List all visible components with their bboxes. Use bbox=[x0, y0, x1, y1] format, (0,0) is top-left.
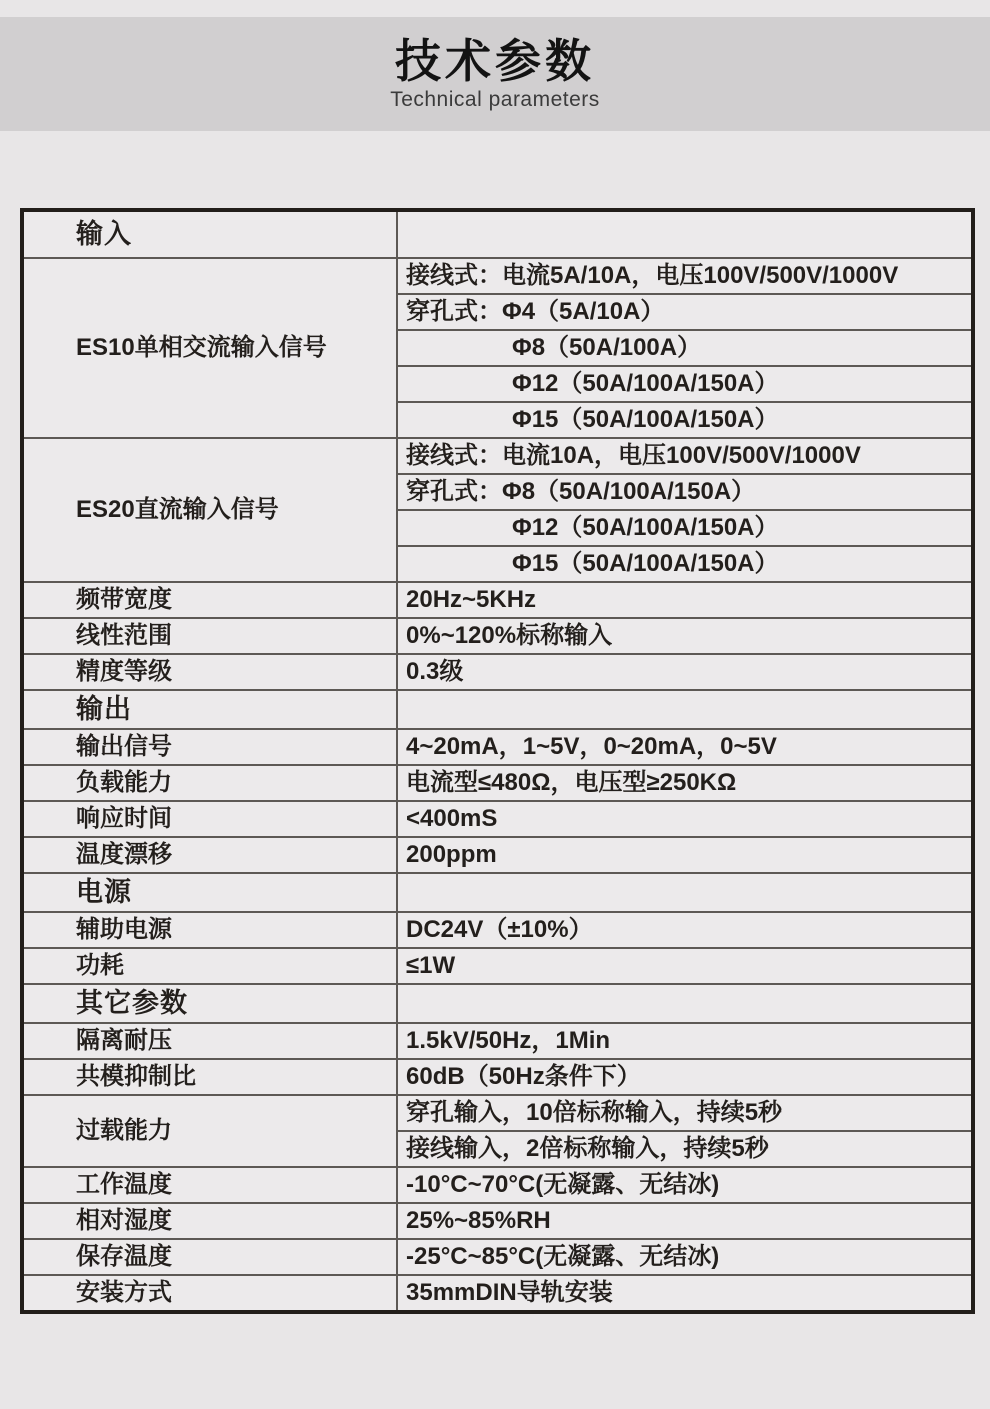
empty-cell bbox=[397, 690, 973, 729]
param-label: 频带宽度 bbox=[22, 582, 397, 618]
param-label: 共模抑制比 bbox=[22, 1059, 397, 1095]
param-label: ES20直流输入信号 bbox=[22, 438, 397, 582]
param-value: 接线式：电流5A/10A，电压100V/500V/1000V bbox=[397, 258, 973, 294]
empty-cell bbox=[397, 210, 973, 258]
table-row bbox=[22, 1059, 973, 1095]
param-label: 温度漂移 bbox=[22, 837, 397, 873]
param-value: 200ppm bbox=[397, 837, 973, 873]
header-banner bbox=[0, 17, 990, 131]
section-header-row-power bbox=[22, 873, 973, 912]
param-value: 35mmDIN导轨安装 bbox=[397, 1275, 973, 1312]
spec-table bbox=[20, 208, 975, 1314]
param-value: 接线式：电流10A，电压100V/500V/1000V bbox=[397, 438, 973, 474]
table-row bbox=[22, 912, 973, 948]
param-value: 穿孔输入，10倍标称输入，持续5秒 bbox=[397, 1095, 973, 1131]
param-label: ES10单相交流输入信号 bbox=[22, 258, 397, 438]
param-value: 0.3级 bbox=[397, 654, 973, 690]
param-value: <400mS bbox=[397, 801, 973, 837]
section-label: 输入 bbox=[22, 210, 397, 258]
param-value: Φ12（50A/100A/150A） bbox=[397, 510, 973, 546]
param-label: 隔离耐压 bbox=[22, 1023, 397, 1059]
section-label: 其它参数 bbox=[22, 984, 397, 1023]
table-row bbox=[22, 618, 973, 654]
param-label: 响应时间 bbox=[22, 801, 397, 837]
section-label: 电源 bbox=[22, 873, 397, 912]
param-value: Φ8（50A/100A） bbox=[397, 330, 973, 366]
section-label: 输出 bbox=[22, 690, 397, 729]
table-row bbox=[22, 837, 973, 873]
page-subtitle: Technical parameters bbox=[390, 87, 600, 111]
param-value: 接线输入，2倍标称输入，持续5秒 bbox=[397, 1131, 973, 1167]
table-row bbox=[22, 1167, 973, 1203]
table-row bbox=[22, 1239, 973, 1275]
param-value: -10°C~70°C(无凝露、无结冰) bbox=[397, 1167, 973, 1203]
table-row bbox=[22, 765, 973, 801]
section-header-row-input bbox=[22, 210, 973, 258]
section-header-row-other bbox=[22, 984, 973, 1023]
param-label: 相对湿度 bbox=[22, 1203, 397, 1239]
param-label: 输出信号 bbox=[22, 729, 397, 765]
param-value: 4~20mA，1~5V，0~20mA，0~5V bbox=[397, 729, 973, 765]
table-row bbox=[22, 258, 973, 294]
param-label: 工作温度 bbox=[22, 1167, 397, 1203]
param-label: 过载能力 bbox=[22, 1095, 397, 1167]
empty-cell bbox=[397, 873, 973, 912]
param-value: 60dB（50Hz条件下） bbox=[397, 1059, 973, 1095]
table-row bbox=[22, 582, 973, 618]
param-value: 1.5kV/50Hz，1Min bbox=[397, 1023, 973, 1059]
table-row bbox=[22, 1203, 973, 1239]
spec-table-container bbox=[20, 208, 975, 1314]
param-label: 精度等级 bbox=[22, 654, 397, 690]
table-row bbox=[22, 1023, 973, 1059]
param-value: Φ15（50A/100A/150A） bbox=[397, 546, 973, 582]
table-row bbox=[22, 654, 973, 690]
table-row bbox=[22, 729, 973, 765]
param-value: Φ12（50A/100A/150A） bbox=[397, 366, 973, 402]
param-value: 20Hz~5KHz bbox=[397, 582, 973, 618]
param-label: 保存温度 bbox=[22, 1239, 397, 1275]
param-value: Φ15（50A/100A/150A） bbox=[397, 402, 973, 438]
param-value: 电流型≤480Ω，电压型≥250KΩ bbox=[397, 765, 973, 801]
table-row bbox=[22, 801, 973, 837]
param-value: 穿孔式：Φ8（50A/100A/150A） bbox=[397, 474, 973, 510]
param-label: 辅助电源 bbox=[22, 912, 397, 948]
empty-cell bbox=[397, 984, 973, 1023]
page-title: 技术参数 bbox=[395, 35, 595, 88]
section-header-row-output bbox=[22, 690, 973, 729]
param-value: DC24V（±10%） bbox=[397, 912, 973, 948]
table-row bbox=[22, 948, 973, 984]
param-value: -25°C~85°C(无凝露、无结冰) bbox=[397, 1239, 973, 1275]
param-value: 0%~120%标称输入 bbox=[397, 618, 973, 654]
param-label: 功耗 bbox=[22, 948, 397, 984]
param-value: 穿孔式：Φ4（5A/10A） bbox=[397, 294, 973, 330]
param-value: 25%~85%RH bbox=[397, 1203, 973, 1239]
table-row bbox=[22, 1275, 973, 1312]
param-label: 安装方式 bbox=[22, 1275, 397, 1312]
param-label: 线性范围 bbox=[22, 618, 397, 654]
param-value: ≤1W bbox=[397, 948, 973, 984]
table-row bbox=[22, 1095, 973, 1131]
param-label: 负载能力 bbox=[22, 765, 397, 801]
table-row bbox=[22, 438, 973, 474]
